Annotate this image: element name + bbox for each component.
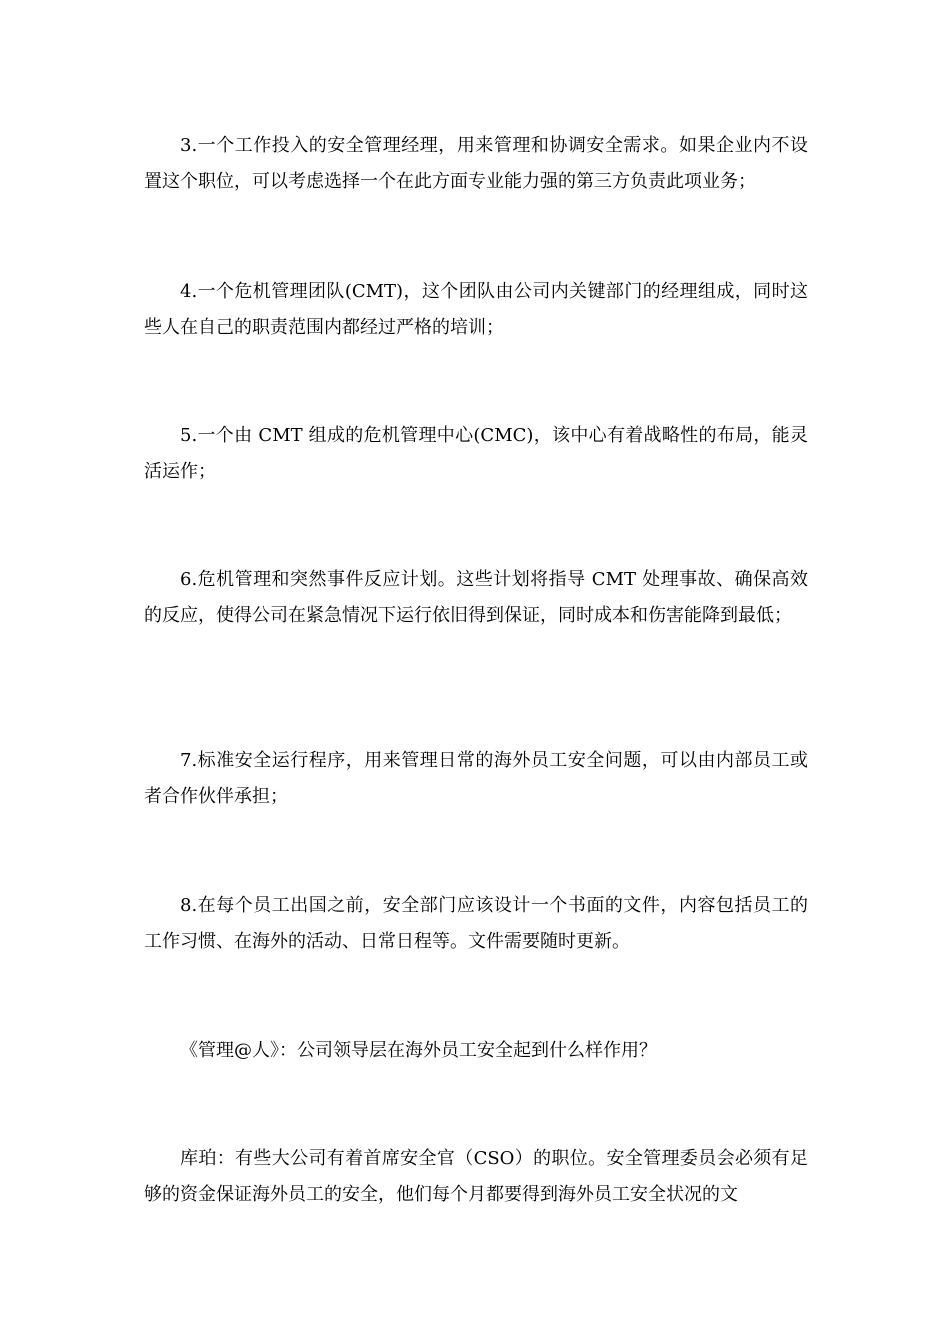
paragraph-item-6: 6.危机管理和突然事件反应计划。这些计划将指导 CMT 处理事故、确保高效的反应，使得公司在紧急情况下运行依旧得到保证，同时成本和伤害能降到最低； [144, 569, 808, 626]
interview-answer: 库珀：有些大公司有着首席安全官（CSO）的职位。安全管理委员会必须有足够的资金保证海外员工的安全，他们每个月都要得到海外员工安全状况的文 [144, 1148, 808, 1205]
paragraph-item-7: 7.标准安全运行程序，用来管理日常的海外员工安全问题，可以由内部员工或者合作伙伴承担； [144, 750, 808, 807]
paragraph-item-8: 8.在每个员工出国之前，安全部门应该设计一个书面的文件，内容包括员工的工作习惯、在海外的活动、日常日程等。文件需要随时更新。 [144, 895, 808, 952]
paragraph-item-5: 5.一个由 CMT 组成的危机管理中心(CMC)，该中心有着战略性的布局，能灵活运作； [144, 425, 808, 482]
paragraph-item-4: 4.一个危机管理团队(CMT)，这个团队由公司内关键部门的经理组成，同时这些人在自己的职责范围内都经过严格的培训； [144, 281, 808, 338]
paragraph-item-3: 3.一个工作投入的安全管理经理，用来管理和协调安全需求。如果企业内不设置这个职位，可以考虑选择一个在此方面专业能力强的第三方负责此项业务； [144, 135, 808, 192]
interview-question: 《管理@人》：公司领导层在海外员工安全起到什么样作用？ [180, 1040, 657, 1061]
